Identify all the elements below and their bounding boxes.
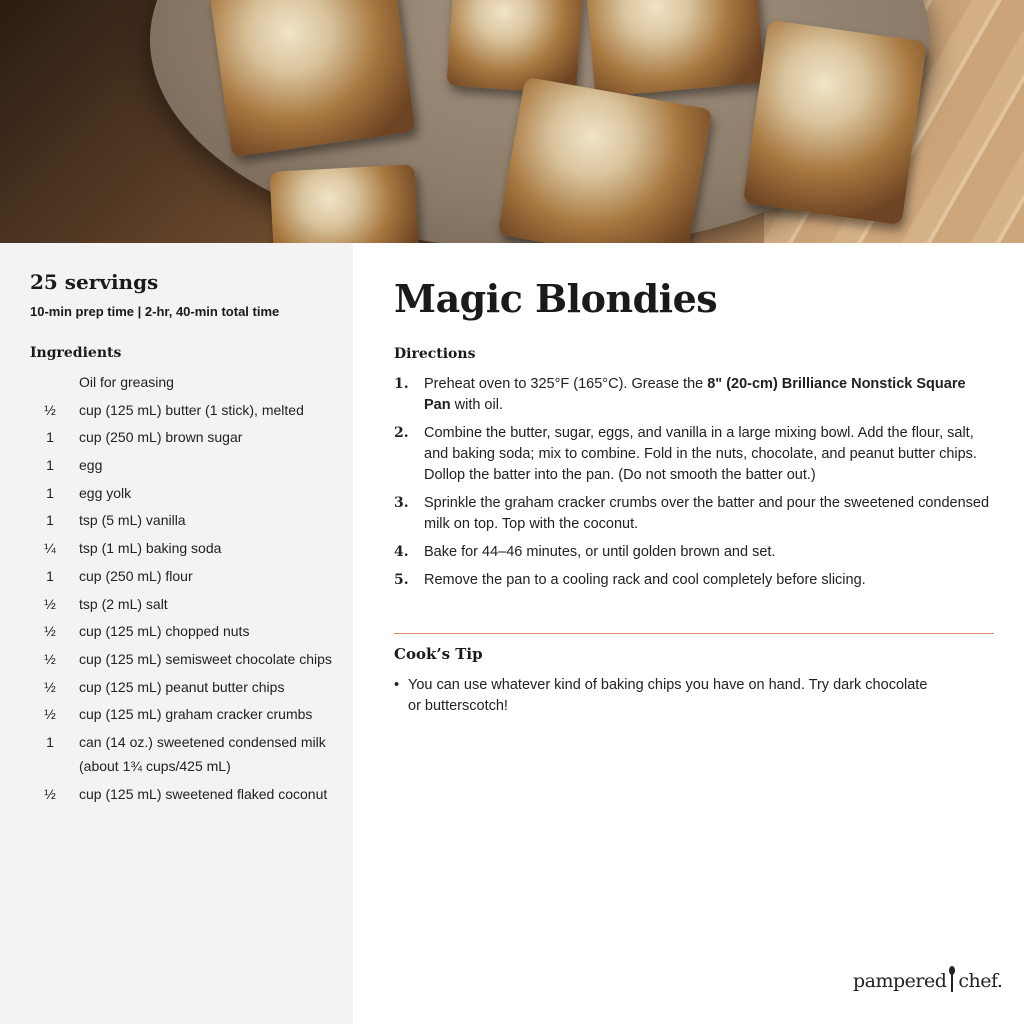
ingredient-row bbox=[30, 398, 350, 422]
step-text bbox=[424, 542, 994, 563]
ingredient-row bbox=[30, 675, 350, 699]
hero-photo bbox=[0, 0, 1024, 243]
ingredient-text: tsp (1 mL) baking soda bbox=[79, 540, 222, 557]
ingredient-row bbox=[30, 782, 350, 806]
step-text bbox=[424, 374, 994, 416]
step-text bbox=[424, 493, 994, 535]
step-text bbox=[424, 423, 994, 486]
direction-step bbox=[394, 493, 994, 535]
ingredient-row bbox=[30, 647, 350, 671]
direction-step bbox=[394, 423, 994, 486]
blondie-piece bbox=[585, 0, 765, 97]
blondie-piece bbox=[209, 0, 415, 157]
ingredient-text: cup (250 mL) brown sugar bbox=[79, 429, 243, 446]
ingredient-row bbox=[30, 370, 350, 394]
blondie-piece bbox=[269, 164, 419, 243]
ingredient-text: tsp (2 mL) salt bbox=[79, 595, 168, 612]
step-text-before: Remove the pan to a cooling rack and cool completely before slicing. bbox=[424, 572, 866, 588]
ingredients-list bbox=[30, 370, 350, 809]
ingredient-amount: 1 bbox=[46, 457, 54, 474]
ingredient-amount: ½ bbox=[44, 623, 56, 640]
step-text-before: Preheat oven to 325°F (165°C). Grease the bbox=[424, 376, 708, 392]
logo-text-right: chef. bbox=[958, 970, 1003, 992]
section-divider bbox=[394, 633, 994, 634]
ingredient-amount: ½ bbox=[44, 401, 56, 418]
step-text-after: with oil. bbox=[450, 397, 503, 413]
ingredient-text: cup (125 mL) semisweet chocolate chips bbox=[79, 650, 332, 667]
ingredient-amount: 1 bbox=[46, 567, 54, 584]
ingredient-amount: 1 bbox=[46, 484, 54, 501]
bullet: • bbox=[394, 677, 400, 693]
ingredient-text: Oil for greasing bbox=[79, 374, 174, 390]
ingredient-text: cup (125 mL) peanut butter chips bbox=[79, 678, 285, 695]
directions-heading: Directions bbox=[394, 346, 476, 362]
prep-times: 10-min prep time | 2-hr, 40-min total time bbox=[30, 304, 280, 319]
step-text-bold: 8" (20-cm) Brilliance Nonstick Square Pan bbox=[424, 376, 966, 413]
logo-text-left: pampered bbox=[853, 970, 947, 992]
ingredient-row bbox=[30, 425, 350, 449]
ingredient-row bbox=[30, 508, 350, 532]
spoon-icon bbox=[948, 966, 956, 992]
recipe-title: Magic Blondies bbox=[394, 276, 718, 321]
ingredient-text: can (14 oz.) sweetened condensed milk (about 1¾ cups/425 mL) bbox=[79, 733, 326, 774]
ingredient-text: cup (250 mL) flour bbox=[79, 567, 193, 584]
ingredient-amount: 1 bbox=[46, 733, 54, 750]
step-number: 4. bbox=[394, 544, 409, 560]
ingredient-amount: 1 bbox=[46, 429, 54, 446]
ingredient-row bbox=[30, 592, 350, 616]
ingredient-text: cup (125 mL) graham cracker crumbs bbox=[79, 706, 313, 723]
ingredient-row bbox=[30, 702, 350, 726]
step-text bbox=[424, 570, 994, 591]
ingredient-text: tsp (5 mL) vanilla bbox=[79, 512, 186, 529]
ingredient-amount bbox=[30, 370, 79, 394]
cooks-tip bbox=[394, 675, 934, 717]
step-number: 2. bbox=[394, 425, 409, 441]
ingredient-text: cup (125 mL) butter (1 stick), melted bbox=[79, 401, 304, 418]
blondie-piece bbox=[743, 20, 927, 225]
ingredient-text: cup (125 mL) sweetened flaked coconut bbox=[79, 785, 328, 802]
pampered-chef-logo bbox=[853, 966, 1002, 992]
ingredient-text: cup (125 mL) chopped nuts bbox=[79, 623, 250, 640]
direction-step bbox=[394, 570, 994, 591]
step-text-before: Sprinkle the graham cracker crumbs over the batter and pour the sweetened condensed milk on top. Top with the coconut. bbox=[424, 495, 990, 532]
ingredient-row bbox=[30, 481, 350, 505]
ingredient-row bbox=[30, 536, 350, 560]
step-number: 3. bbox=[394, 495, 409, 511]
ingredient-amount: ½ bbox=[44, 595, 56, 612]
ingredient-row bbox=[30, 453, 350, 477]
ingredient-row bbox=[30, 730, 350, 778]
cooks-tip-text: You can use whatever kind of baking chips you have on hand. Try dark chocolate or butterscotch! bbox=[408, 677, 928, 714]
direction-step bbox=[394, 374, 994, 416]
step-text-before: Combine the butter, sugar, eggs, and vanilla in a large mixing bowl. Add the flour, salt, and baking soda; mix to combine. Fold in the nuts, chocolate, and peanut butter chips. Dollop the batter into the pan. (Do not smooth the batter out.) bbox=[424, 425, 977, 483]
step-text-before: Bake for 44–46 minutes, or until golden brown and set. bbox=[424, 544, 776, 560]
ingredient-amount: ½ bbox=[44, 650, 56, 667]
step-number: 5. bbox=[394, 572, 409, 588]
ingredient-row bbox=[30, 564, 350, 588]
ingredient-amount: 1 bbox=[46, 512, 54, 529]
ingredient-row bbox=[30, 619, 350, 643]
ingredient-amount: ½ bbox=[44, 706, 56, 723]
servings: 25 servings bbox=[30, 270, 159, 294]
ingredient-text: egg bbox=[79, 457, 103, 474]
ingredients-heading: Ingredients bbox=[30, 345, 122, 361]
ingredient-amount: ½ bbox=[44, 678, 56, 695]
ingredient-amount: ½ bbox=[44, 785, 56, 802]
direction-step bbox=[394, 542, 994, 563]
blondie-piece bbox=[446, 0, 583, 94]
ingredient-text: egg yolk bbox=[79, 484, 132, 501]
cooks-tip-heading: Cook’s Tip bbox=[394, 645, 483, 663]
ingredient-amount: ¼ bbox=[44, 540, 56, 557]
step-number: 1. bbox=[394, 376, 409, 392]
directions-list bbox=[394, 374, 994, 598]
